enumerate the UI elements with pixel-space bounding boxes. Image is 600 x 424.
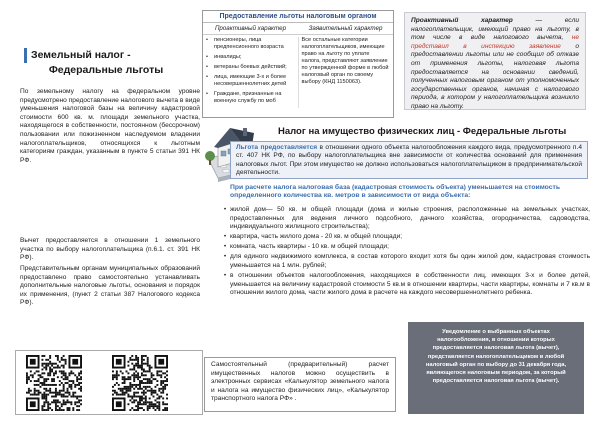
proactive-definition-text: Проактивный характер — если налогоплательщик, имеющий право на льготу, в том числе в виде налогового вычета, не представил в инспекцию заявление о предоставлении льготы или не сообщил об отказе от применения льготы, налоговая льгота предоставляется на основании сведений, полученных налоговым органом от уполномоченных государственных органов, начиная с налогового периода, в котором у налогоплательщика возникло право на льготу. bbox=[411, 17, 579, 110]
notification-text: Уведомление о выбранных объектах налогообложения, в отношении которых предоставляется налоговая льгота (вычет), представляется налогоплательщиком в любой налоговый орган по выбору до 31 декабря года, являющегося налоговым периодом, за который предоставляется налоговая льгота (вычет). bbox=[425, 329, 567, 385]
bullet-icon: • bbox=[223, 206, 227, 213]
calculator-services-text: Самостоятельный (предварительный) расчет имущественных налогов можно осуществить в электронных сервисах «Калькулятор земельного налога и налога на имущество физических лиц», «Калькулятор транспортного налога РФ» . bbox=[211, 361, 389, 403]
land-tax-title bbox=[18, 48, 194, 78]
qr-code-icon[interactable] bbox=[26, 355, 82, 411]
list-item: • пенсионеры, лица предпенсионного возраста bbox=[206, 37, 284, 50]
benefit-table-columns bbox=[203, 23, 393, 35]
bullet-icon: • bbox=[206, 91, 208, 97]
list-item: • квартира, часть жилого дома - 20 кв. м общей площади; bbox=[220, 233, 590, 242]
property-tax-highlight-box bbox=[230, 141, 588, 179]
list-item: • в отношении объектов налогообложения, находящихся в собственности лиц, имеющих 3-х и более детей, уменьшается на величину кадастровой стоимости 5 кв.м в отношении квартиры, части квартиры, комнаты и 7 кв.м в отношении жилого дома, части жилого дома в расчете на каждого несовершеннолетнего ребенка. bbox=[220, 272, 590, 298]
property-tax-title: Налог на имущество физических лиц - Федеральные льготы bbox=[278, 126, 567, 137]
land-tax-paragraph-2: Вычет предоставляется в отношении 1 земельного участка по выбору налогоплательщика (п.6.1. ст. 391 НК РФ). bbox=[20, 237, 200, 262]
bullet-icon: • bbox=[206, 74, 208, 80]
benefit-table-header: Предоставление льготы налоговым органом bbox=[203, 11, 393, 23]
land-tax-paragraph-3: Представительным органам муниципальных образований предоставлено право самостоятельно устанавливать дополнительные налоговые льготы, основания и порядок их применения, (пункт 2 статьи 387 Налогового кодекса РФ). bbox=[20, 265, 200, 307]
notification-box bbox=[408, 322, 584, 414]
land-tax-title-line2: Федеральные льготы bbox=[48, 64, 164, 76]
bullet-icon: • bbox=[223, 243, 227, 251]
benefit-table bbox=[202, 10, 394, 118]
bullet-icon: • bbox=[206, 64, 208, 70]
calculator-services-box bbox=[204, 357, 396, 412]
bullet-icon: • bbox=[223, 233, 227, 241]
benefit-table-body bbox=[203, 35, 393, 108]
property-tax-bullet-list bbox=[220, 206, 590, 299]
qr-codes-panel bbox=[15, 350, 203, 415]
list-item: • для единого недвижимого комплекса, в состав которого входит хотя бы один жилой дом, кадастровая стоимость уменьшается на 1 млн. рублей; bbox=[220, 253, 590, 270]
land-tax-paragraph-1-text: По земельному налогу на федеральном уровне предусмотрено предоставление налогового вычета в виде уменьшения налоговой базы на величину кадастровой стоимости 600 кв. м. площади земельного участка, находящегося в собственности, постоянном (бессрочном) пользовании или пожизненном наследуемом владении налогоплательщиков, относящихся к льготным категориям граждан, указанным в пункте 5 статьи 391 НК РФ. bbox=[20, 88, 200, 164]
land-tax-paragraph-1 bbox=[20, 88, 200, 165]
proactive-list bbox=[203, 37, 299, 108]
bullet-icon: • bbox=[223, 272, 227, 280]
property-tax-highlight-text: Льгота предоставляется в отношении одного объекта налогообложения каждого вида, предусмотренного п.4 ст. 407 НК РФ, по выбору налогоплательщика вне зависимости от количества оснований для применения налоговых льгот. При этом имущество не должно использоваться налогоплательщиком в предпринимательской деятельности. bbox=[236, 144, 582, 177]
bullet-icon: • bbox=[206, 54, 208, 60]
column-proactive: Проактивный характер bbox=[214, 25, 287, 32]
list-item: • лица, имеющие 3-х и более несовершеннолетних детей bbox=[206, 74, 287, 87]
list-item: • Граждане, признанные на военную службу по моб bbox=[206, 91, 282, 104]
proactive-definition-box bbox=[404, 12, 586, 110]
application-text: Все остальные категории налогоплательщиков, имеющие право на льготу по уплате налога, представляют заявление по утвержденной форме в любой налоговый орган по своему выбору (КНД 1150063). bbox=[301, 37, 389, 85]
column-application: Заявительный характер bbox=[308, 25, 383, 32]
list-item: • жилой дом— 50 кв. м общей площади (дома и жилые строения, расположенные на земельных участках, предоставленных для ведения личного подсобного, дачного хозяйства, огородничества, садоводства, индивидуального жилищного строительства); bbox=[220, 206, 590, 232]
bullet-icon: • bbox=[206, 37, 208, 43]
list-item: • ветераны боевых действий; bbox=[206, 64, 287, 70]
qr-code-icon[interactable] bbox=[112, 355, 168, 411]
list-item: • инвалиды; bbox=[206, 54, 242, 60]
list-item: • комната, часть квартиры - 10 кв. м общей площади; bbox=[220, 243, 590, 252]
bullet-icon: • bbox=[223, 253, 227, 261]
property-tax-subheading: При расчете налога налоговая база (кадастровая стоимость объекта) уменьшается на стоимость определенного количества кв. метров в зависимости от вида объекта: bbox=[230, 184, 561, 200]
land-tax-title-line1: Земельный налог - bbox=[24, 48, 194, 63]
